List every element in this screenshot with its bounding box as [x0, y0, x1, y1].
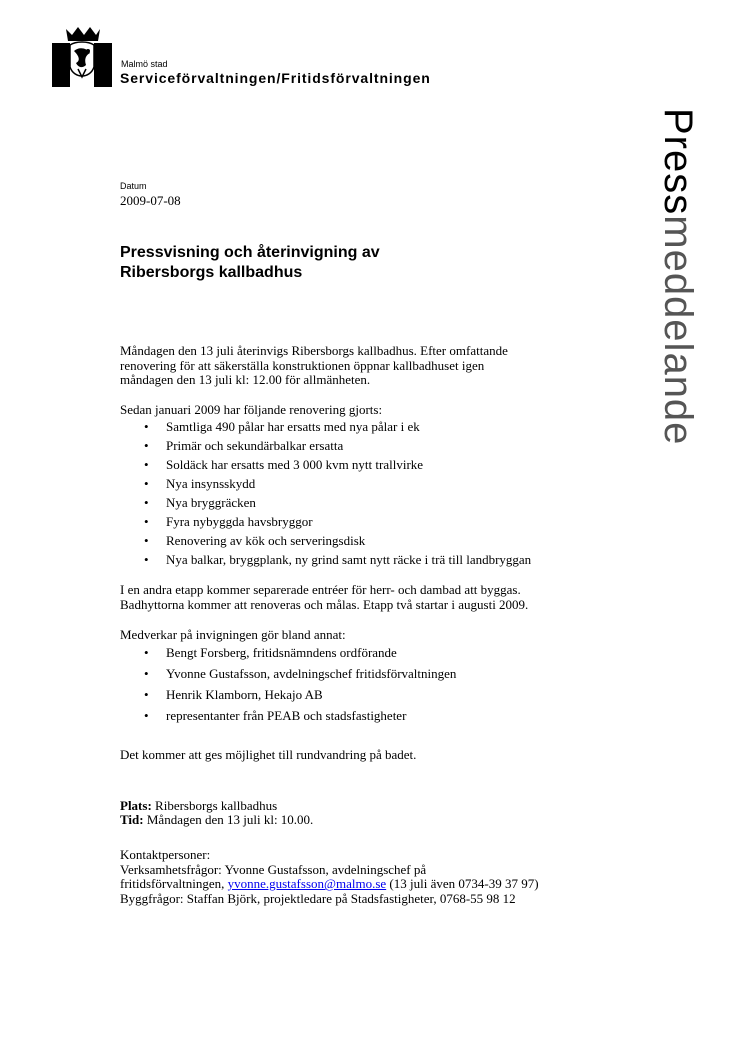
renovation-intro: Sedan januari 2009 har följande renovering gjorts: [120, 401, 383, 417]
list-item: • Soldäck har ersatts med 3 000 kvm nytt trallvirke [144, 457, 424, 473]
contact-line: Verksamhetsfrågor: Yvonne Gustafsson, avdelningschef på [120, 861, 427, 877]
bullet-icon: • [144, 645, 149, 661]
stage-two-paragraph [120, 583, 600, 612]
list-item: • Bengt Forsberg, fritidsnämndens ordförande [120, 642, 600, 663]
participants-list [120, 642, 600, 726]
email-link[interactable]: yvonne.gustafsson@malmo.se [227, 876, 387, 892]
intro-line: Måndagen den 13 juli återinvigs Ribersborgs kallbadhus. Efter omfattande [120, 343, 508, 358]
list-item: • Nya bryggräcken [144, 495, 256, 511]
list-item: • Yvonne Gustafsson, avdelningschef fritidsförvaltningen [120, 663, 600, 684]
contacts-title: Kontaktpersoner: [120, 846, 211, 862]
contact-line: Byggfrågor: Staffan Björk, projektledare på Stadsfastigheter, 0768-55 98 12 [120, 890, 516, 906]
bullet-icon: • [144, 552, 149, 568]
list-item: • Henrik Klamborn, Hekajo AB [120, 684, 600, 705]
date-value: 2009-07-08 [120, 193, 181, 208]
stage-two-line: I en andra etapp kommer separerade entréer för herr- och dambad att byggas. [120, 582, 521, 598]
side-title-meddelande: meddelande [656, 215, 700, 446]
bullet-icon: • [144, 457, 149, 473]
bullet-icon: • [144, 514, 149, 530]
bullet-icon: • [144, 666, 149, 682]
list-item: • Renovering av kök och serveringsdisk [144, 533, 366, 549]
list-item: • Primär och sekundärbalkar ersatta [144, 438, 344, 454]
list-item: • Fyra nybyggda havsbryggor [144, 514, 313, 530]
bullet-icon: • [144, 438, 149, 454]
headline-line-1: Pressvisning och återinvigning av [120, 244, 380, 261]
bullet-icon: • [144, 533, 149, 549]
event-details [120, 799, 600, 828]
stage-two-line: Badhyttorna kommer att renoveras och målas. Etapp två startar i augusti 2009. [120, 596, 529, 612]
renovation-list [120, 417, 600, 569]
contact-line-suffix: (13 juli även 0734-39 37 97) [386, 876, 539, 892]
bullet-icon: • [144, 476, 149, 492]
press-release-body [120, 344, 600, 906]
bullet-icon: • [144, 708, 149, 724]
headline-line-2: Ribersborgs kallbadhus [120, 264, 303, 281]
list-item: • representanter från PEAB och stadsfastigheter [120, 705, 600, 726]
participants-intro: Medverkar på invigningen gör bland annat: [120, 626, 346, 642]
time-value: Måndagen den 13 juli kl: 10.00. [143, 812, 314, 828]
place-value: Ribersborgs kallbadhus [151, 797, 278, 813]
bullet-icon: • [144, 687, 149, 703]
list-item: • Nya balkar, bryggplank, ny grind samt nytt räcke i trä till landbryggan [144, 552, 532, 568]
list-item: • Samtliga 490 pålar har ersatts med nya pålar i ek [144, 419, 420, 435]
bullet-icon: • [144, 495, 149, 511]
intro-line: måndagen den 13 juli kl: 12.00 för allmänheten. [120, 372, 371, 388]
time-label: Tid: [120, 812, 144, 828]
org-department-title: Serviceförvaltningen/Fritidsförvaltningen [120, 70, 431, 86]
contact-line-prefix: fritidsförvaltningen, [120, 876, 228, 892]
list-item: • Nya insynsskydd [144, 476, 256, 492]
contacts-section [120, 848, 600, 906]
side-title-press: Press [656, 108, 700, 216]
place-label: Plats: [120, 797, 152, 813]
press-release-headline [120, 243, 520, 283]
intro-line: renovering för att säkerställa konstruktionen öppnar kallbadhuset igen [120, 357, 485, 373]
tour-paragraph: Det kommer att ges möjlighet till rundvandring på badet. [120, 747, 417, 763]
side-title-pressmeddelande [658, 108, 698, 445]
malmo-coat-of-arms-logo-icon [52, 27, 112, 87]
date-label: Datum [120, 181, 147, 191]
org-name-small: Malmö stad [121, 59, 168, 69]
intro-paragraph [120, 344, 600, 388]
bullet-icon: • [144, 419, 149, 435]
